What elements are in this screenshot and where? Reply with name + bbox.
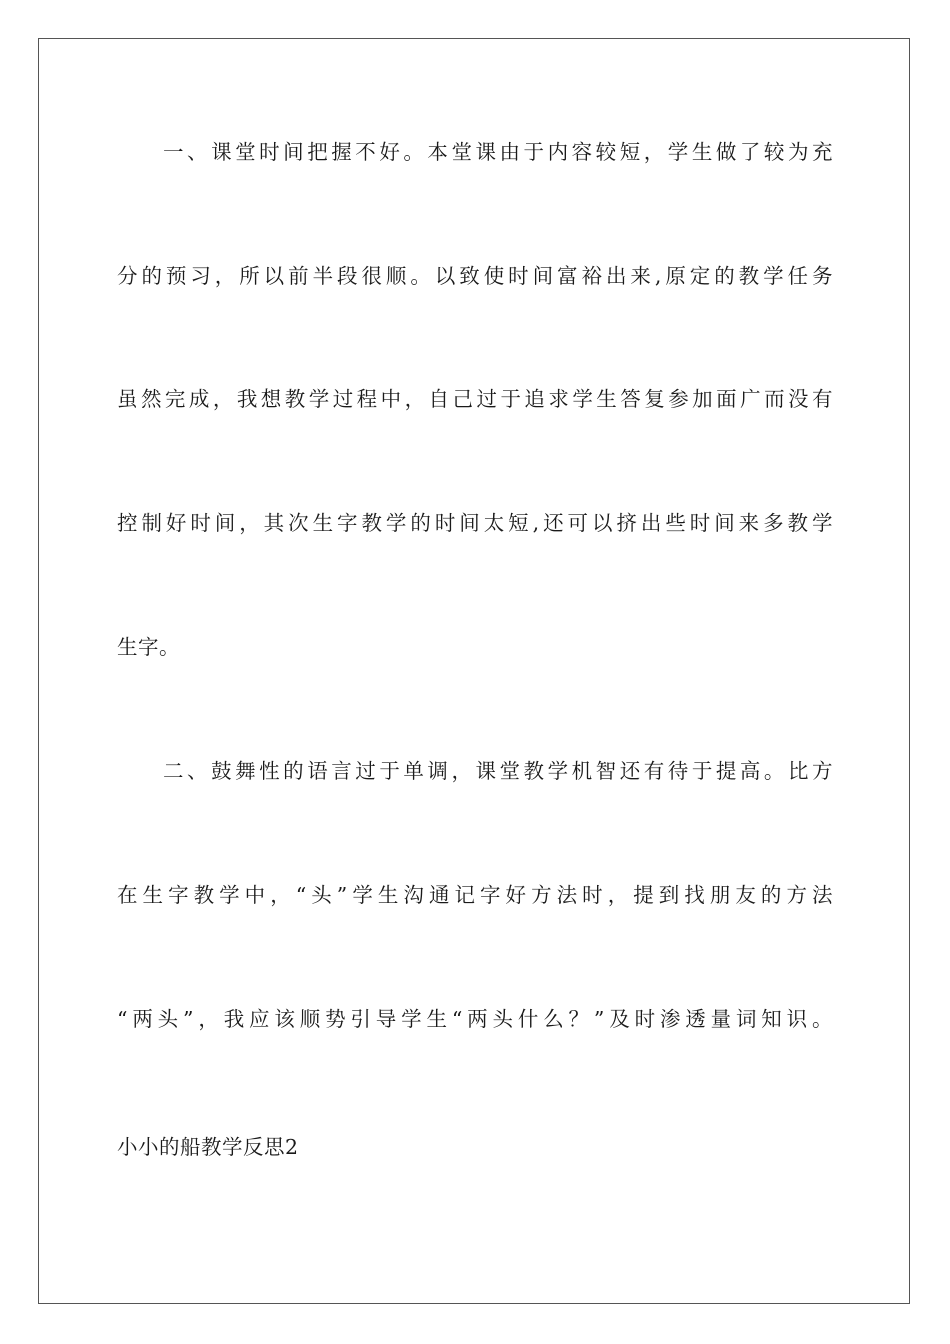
paragraph-2-line-3: “两头”，我应该顺势引导学生“两头什么？”及时渗透量词知识。 [117,1007,833,1031]
paragraph-2-line-1: 二、鼓舞性的语言过于单调，课堂教学机智还有待于提高。比方 [163,759,833,783]
paragraph-1-line-1: 一、课堂时间把握不好。本堂课由于内容较短，学生做了较为充 [163,140,833,164]
section-heading: 小小的船教学反思2 [117,1135,299,1159]
paragraph-2-line-2: 在生字教学中，“头”学生沟通记字好方法时，提到找朋友的方法 [117,883,833,907]
page-border [38,38,910,1304]
paragraph-1-line-2: 分的预习，所以前半段很顺。以致使时间富裕出来,原定的教学任务 [117,264,833,288]
paragraph-1-line-4: 控制好时间，其次生字教学的时间太短,还可以挤出些时间来多教学 [117,511,833,535]
paragraph-1-line-3: 虽然完成，我想教学过程中，自己过于追求学生答复参加面广而没有 [117,387,833,411]
paragraph-1-line-5: 生字。 [117,635,180,659]
